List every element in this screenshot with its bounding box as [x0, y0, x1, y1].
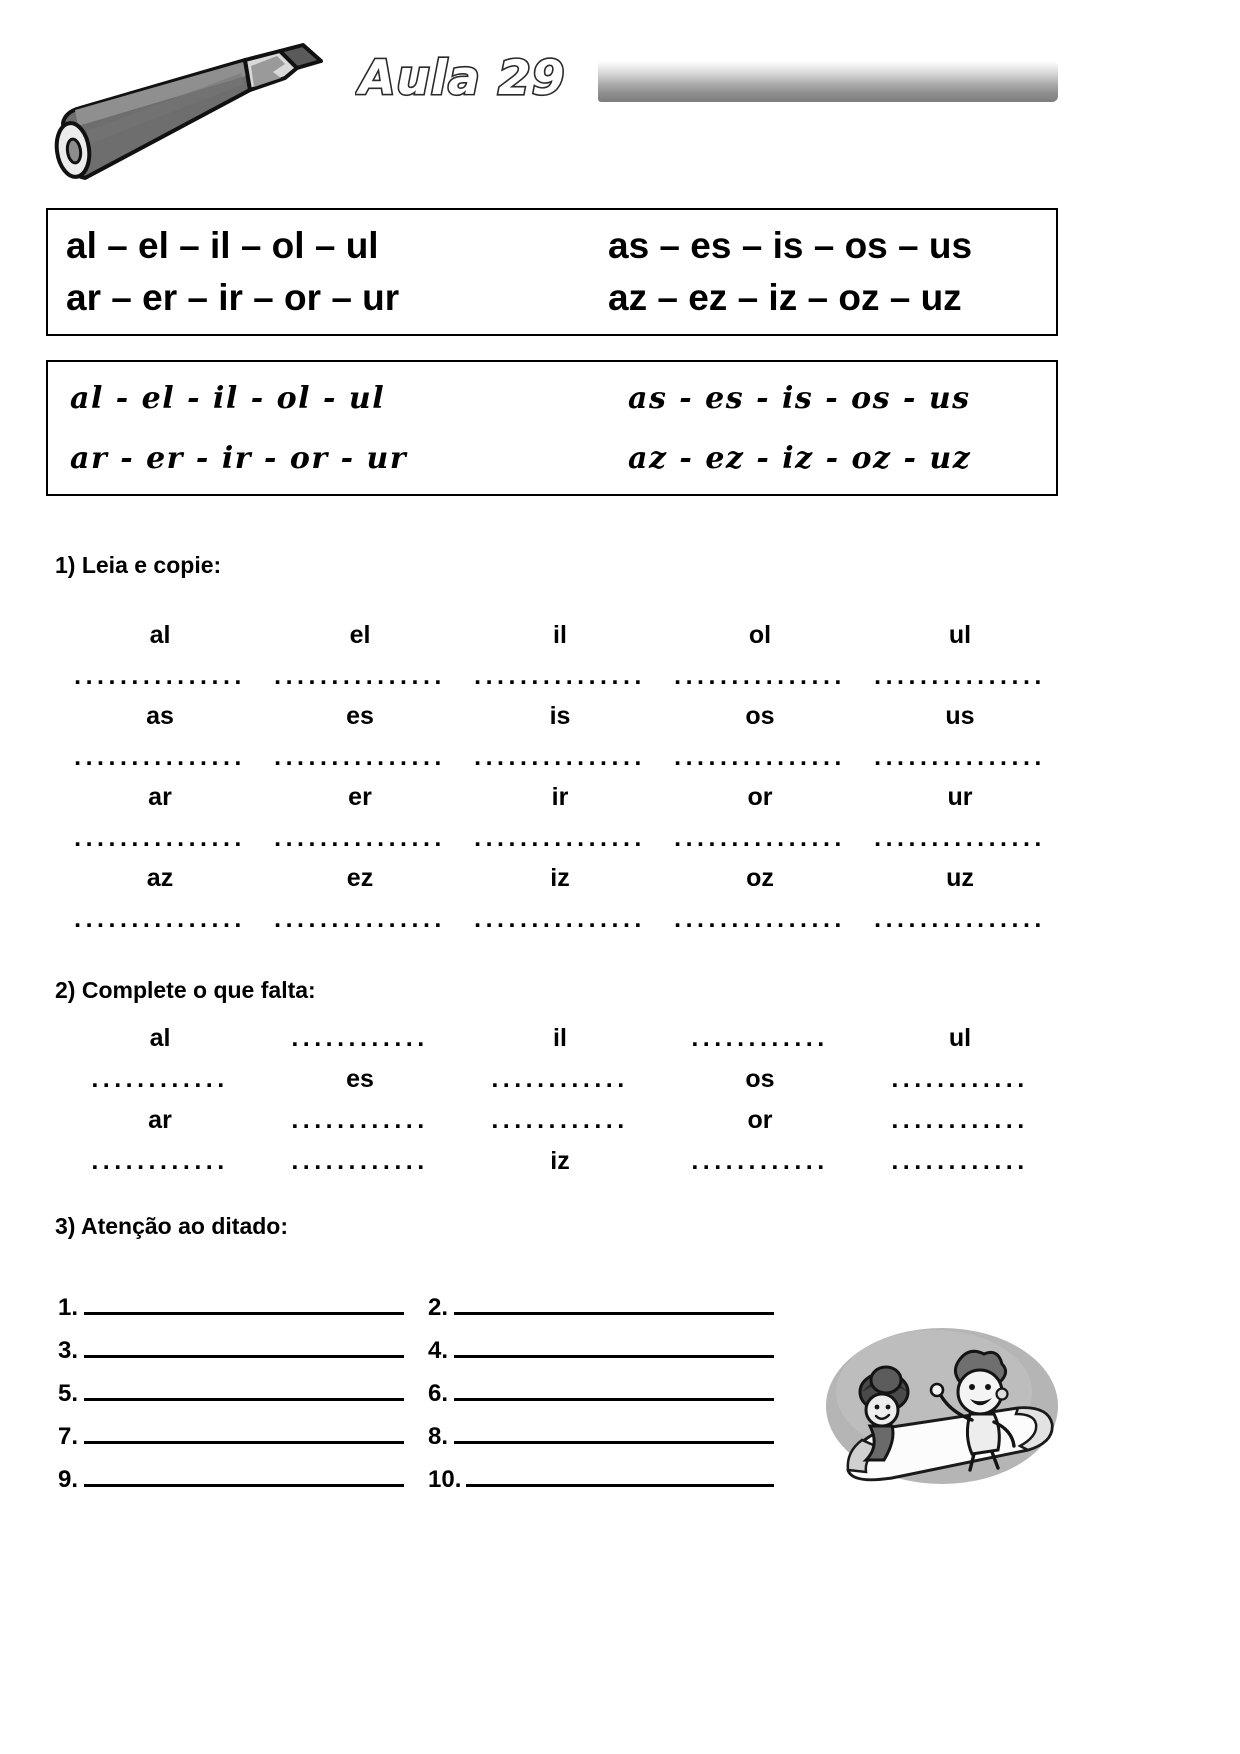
syllable-cell: iz: [550, 864, 570, 892]
dotted-line: ...............: [474, 824, 646, 852]
fill-blank[interactable]: ............: [91, 1147, 229, 1175]
dictation-item[interactable]: [428, 1458, 798, 1498]
dictation-number: 10.: [428, 1466, 462, 1493]
dictation-number: 6.: [428, 1380, 449, 1407]
cursive-cell-left: al - el - il - ol - ul: [70, 380, 386, 416]
cursive-row: [48, 428, 1056, 488]
exercise-1-word-row: [60, 858, 1060, 899]
dotted-line: ...............: [74, 743, 246, 771]
copy-blank[interactable]: [260, 818, 460, 858]
fill-blank[interactable]: ............: [291, 1024, 429, 1052]
dictation-write-line[interactable]: [84, 1458, 404, 1487]
dictation-write-line[interactable]: [454, 1415, 774, 1444]
dotted-line: ...............: [474, 743, 646, 771]
exercise-1-block: [60, 777, 1060, 858]
dotted-line: ...............: [274, 905, 446, 933]
syllable-cell: ar: [148, 1106, 172, 1134]
dotted-line: ...............: [74, 905, 246, 933]
dictation-number: 3.: [58, 1337, 79, 1364]
exercise-1-dotted-row: [60, 656, 1060, 696]
dotted-line: ...............: [274, 824, 446, 852]
exercise-2-row: [60, 1018, 1060, 1059]
copy-blank[interactable]: [60, 656, 260, 696]
dictation-write-line[interactable]: [454, 1329, 774, 1358]
copy-blank[interactable]: [460, 656, 660, 696]
fill-blank[interactable]: ............: [891, 1065, 1029, 1093]
dictation-write-line[interactable]: [84, 1329, 404, 1358]
syllable-cell: ir: [551, 783, 569, 811]
fill-blank[interactable]: ............: [891, 1147, 1029, 1175]
dotted-line: ...............: [74, 662, 246, 690]
dictation-item[interactable]: [428, 1415, 798, 1455]
dictation-write-line[interactable]: [454, 1286, 774, 1315]
copy-blank[interactable]: [660, 818, 860, 858]
dictation-write-line[interactable]: [84, 1415, 404, 1444]
copy-blank[interactable]: [60, 737, 260, 777]
syllable-cell: ol: [748, 621, 772, 649]
copy-blank[interactable]: [460, 818, 660, 858]
dictation-item[interactable]: [58, 1372, 428, 1412]
dotted-line: ...............: [674, 824, 846, 852]
syllable-cell: ul: [948, 1024, 972, 1052]
dictation-write-line[interactable]: [84, 1372, 404, 1401]
print-syllable-box: [46, 208, 1058, 336]
exercise-1-block: [60, 615, 1060, 696]
exercise-2-row: [60, 1100, 1060, 1141]
fill-blank[interactable]: ............: [691, 1147, 829, 1175]
dictation-item[interactable]: [428, 1372, 798, 1412]
syllable-cell: es: [346, 702, 374, 730]
fill-blank[interactable]: ............: [291, 1106, 429, 1134]
copy-blank[interactable]: [260, 899, 460, 939]
dictation-write-line[interactable]: [84, 1286, 404, 1315]
header-gradient-bar: [598, 61, 1058, 102]
fill-blank[interactable]: ............: [491, 1065, 629, 1093]
exercise-1-dotted-row: [60, 899, 1060, 939]
copy-blank[interactable]: [660, 899, 860, 939]
exercise-1-dotted-row: [60, 737, 1060, 777]
dictation-number: 4.: [428, 1337, 449, 1364]
exercise-1-dotted-row: [60, 818, 1060, 858]
print-cell-left: ar – er – ir – or – ur: [66, 277, 400, 318]
dotted-line: ...............: [474, 662, 646, 690]
syllable-cell: il: [553, 1024, 567, 1052]
copy-blank[interactable]: [660, 656, 860, 696]
dictation-lines: [58, 1283, 798, 1498]
fill-blank[interactable]: ............: [891, 1106, 1029, 1134]
syllable-cell: al: [149, 1024, 171, 1052]
syllable-cell: ul: [948, 621, 972, 649]
fill-blank[interactable]: ............: [291, 1147, 429, 1175]
dotted-line: ...............: [674, 662, 846, 690]
cursive-cell-right: as - es - is - os - us: [628, 380, 971, 416]
syllable-cell: iz: [550, 1147, 570, 1175]
dotted-line: ...............: [474, 905, 646, 933]
page-header: [0, 0, 1240, 195]
syllable-cell: or: [747, 783, 773, 811]
dotted-line: ...............: [874, 905, 1046, 933]
syllable-cell: ar: [148, 783, 172, 811]
dictation-item[interactable]: [58, 1415, 428, 1455]
dictation-row: [58, 1326, 798, 1369]
copy-blank[interactable]: [860, 737, 1060, 777]
dictation-item[interactable]: [58, 1458, 428, 1498]
dotted-line: ...............: [674, 905, 846, 933]
print-row: [48, 220, 1056, 272]
dictation-row: [58, 1369, 798, 1412]
exercise-3-heading: 3) Atenção ao ditado:: [55, 1213, 288, 1239]
copy-blank[interactable]: [260, 737, 460, 777]
dotted-line: ...............: [874, 824, 1046, 852]
exercise-1-word-row: [60, 696, 1060, 737]
dictation-number: 1.: [58, 1294, 79, 1321]
syllable-cell: us: [945, 702, 975, 730]
exercise-1-block: [60, 696, 1060, 777]
syllable-cell: os: [745, 1065, 775, 1093]
syllable-cell: ez: [346, 864, 374, 892]
copy-blank[interactable]: [260, 656, 460, 696]
dictation-item[interactable]: [58, 1286, 428, 1326]
dictation-row: [58, 1412, 798, 1455]
fill-blank[interactable]: ............: [691, 1024, 829, 1052]
syllable-cell: os: [745, 702, 775, 730]
exercise-2-heading: 2) Complete o que falta:: [55, 977, 316, 1003]
syllable-cell: il: [553, 621, 567, 649]
copy-blank[interactable]: [860, 818, 1060, 858]
syllable-cell: oz: [746, 864, 774, 892]
dotted-line: ...............: [274, 743, 446, 771]
pencil-icon: [45, 38, 375, 183]
exercise-1-heading: 1) Leia e copie:: [55, 552, 222, 578]
copy-blank[interactable]: [60, 818, 260, 858]
cursive-cell-left: ar - er - ir - or - ur: [70, 440, 408, 476]
fill-blank[interactable]: ............: [491, 1106, 629, 1134]
syllable-cell: or: [747, 1106, 773, 1134]
dotted-line: ...............: [874, 662, 1046, 690]
dictation-write-line[interactable]: [454, 1372, 774, 1401]
syllable-cell: as: [146, 702, 174, 730]
dictation-number: 7.: [58, 1423, 79, 1450]
fill-blank[interactable]: ............: [91, 1065, 229, 1093]
dotted-line: ...............: [74, 824, 246, 852]
exercise-2-row: [60, 1059, 1060, 1100]
syllable-cell: uz: [946, 864, 974, 892]
exercise-1-word-row: [60, 777, 1060, 818]
dictation-write-line[interactable]: [466, 1458, 774, 1487]
cursive-row: [48, 368, 1056, 428]
copy-blank[interactable]: [460, 737, 660, 777]
cursive-syllable-box: [46, 360, 1058, 496]
dictation-number: 5.: [58, 1380, 79, 1407]
print-cell-right: az – ez – iz – oz – uz: [608, 277, 962, 318]
child-riding-pencil-illustration: [822, 1288, 1060, 1488]
dictation-item[interactable]: [428, 1286, 798, 1326]
copy-blank[interactable]: [660, 737, 860, 777]
dictation-item[interactable]: [58, 1329, 428, 1369]
dictation-item[interactable]: [428, 1329, 798, 1369]
dictation-row: [58, 1283, 798, 1326]
dictation-number: 2.: [428, 1294, 449, 1321]
copy-blank[interactable]: [60, 899, 260, 939]
print-row: [48, 272, 1056, 324]
page-title-text: Aula 29: [359, 51, 566, 106]
page-title: [355, 42, 600, 112]
dotted-line: ...............: [274, 662, 446, 690]
copy-blank[interactable]: [860, 899, 1060, 939]
syllable-cell: es: [346, 1065, 374, 1093]
exercise-1-block: [60, 858, 1060, 939]
syllable-cell: el: [349, 621, 371, 649]
print-cell-left: al – el – il – ol – ul: [66, 225, 379, 266]
syllable-cell: ur: [947, 783, 973, 811]
syllable-cell: er: [348, 783, 372, 811]
exercise-2-row: [60, 1141, 1060, 1182]
dotted-line: ...............: [874, 743, 1046, 771]
exercise-1-word-row: [60, 615, 1060, 656]
copy-blank[interactable]: [460, 899, 660, 939]
syllable-cell: is: [549, 702, 571, 730]
exercise-1-grid: [60, 615, 1060, 939]
dictation-row: [58, 1455, 798, 1498]
cursive-cell-right: az - ez - iz - oz - uz: [628, 440, 972, 476]
dotted-line: ...............: [674, 743, 846, 771]
exercise-2-grid: [60, 1018, 1060, 1182]
dictation-number: 9.: [58, 1466, 79, 1493]
copy-blank[interactable]: [860, 656, 1060, 696]
syllable-cell: al: [149, 621, 171, 649]
print-cell-right: as – es – is – os – us: [608, 225, 973, 266]
dictation-number: 8.: [428, 1423, 449, 1450]
syllable-cell: az: [146, 864, 174, 892]
